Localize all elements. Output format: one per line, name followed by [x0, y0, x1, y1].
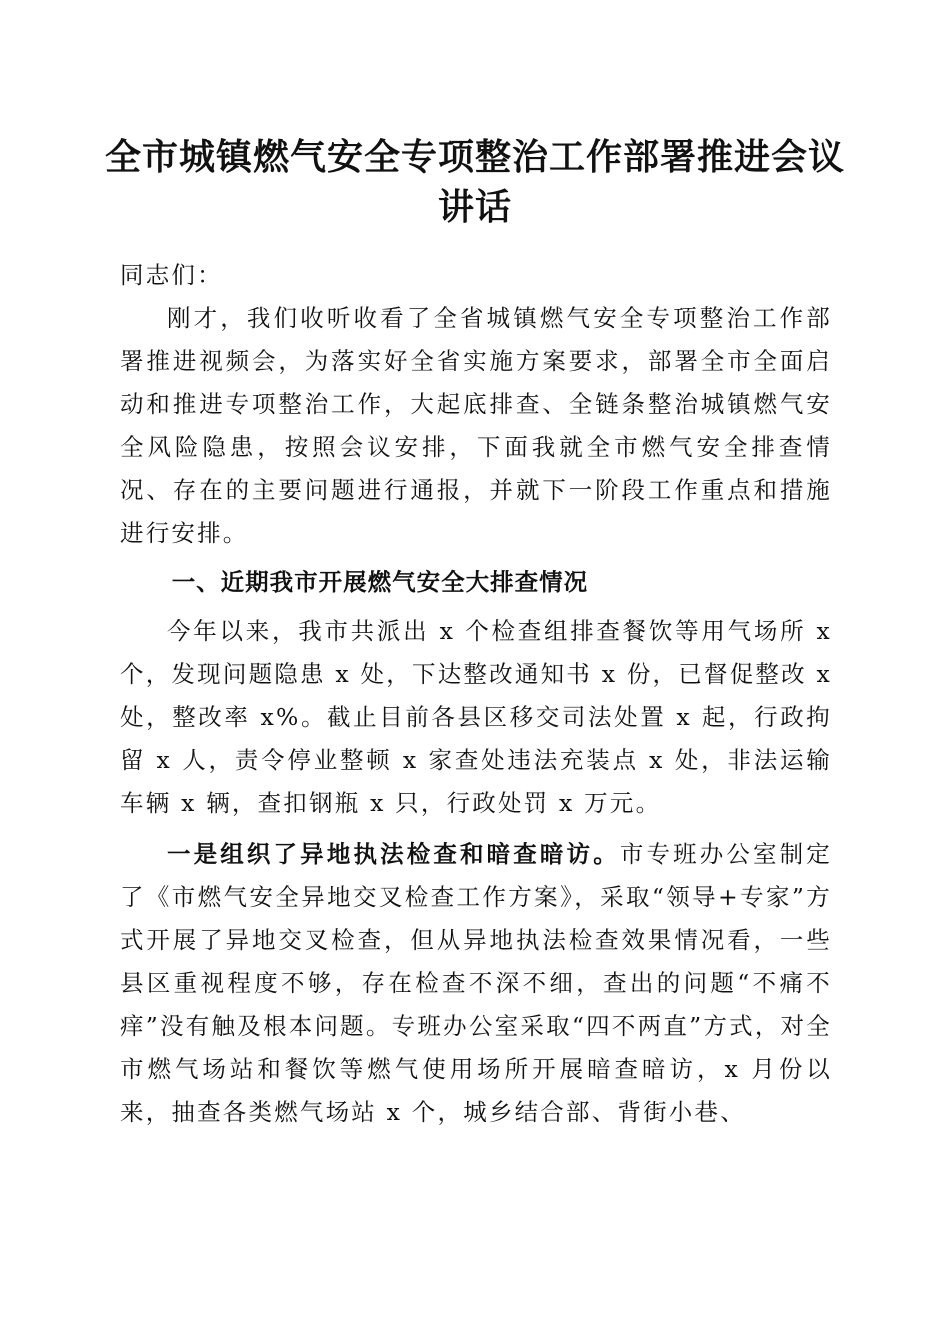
document-title	[100, 132, 850, 232]
paragraph-statistics: 今年以来，我市共派出 x 个检查组排查餐饮等用气场所 x 个，发现问题隐患 x 处，下达整改通知书 x 份，已督促整改 x 处，整改率 x%。截止目前各县区移交司法处置 x 起，行政拘留 x 人，责令停业整顿 x 家查处违法充装点 x 处，非法运输车辆 x 辆，查扣钢瓶 x 只，行政处罚 x 万元。	[120, 617, 832, 817]
paragraph-body-text: 市专班办公室制定了《市燃气安全异地交叉检查工作方案》，采取“领导+专家”方式开展了异地交叉检查，但从异地执法检查效果情况看，一些县区重视程度不够，存在检查不深不细，查出的问题“不痛不痒”没有触及根本问题。专班办公室采取“四不两直”方式，对全市燃气场站和餐饮等燃气使用场所开展暗查暗访，x 月份以来，抽查各类燃气场站 x 个，城乡结合部、背街小巷、	[120, 840, 832, 1126]
document-body	[120, 254, 832, 1134]
title-line-1: 全市城镇燃气安全专项整治工作部署推进会议	[104, 136, 845, 178]
paragraph-lead-text: 一是组织了异地执法检查和暗查暗访。	[167, 840, 620, 868]
paragraph-intro: 刚才，我们收听收看了全省城镇燃气安全专项整治工作部署推进视频会，为落实好全省实施方案要求，部署全市全面启动和推进专项整治工作，大起底排查、全链条整治城镇燃气安全风险隐患，按照会议安排，下面我就全市燃气安全排查情况、存在的主要问题进行通报，并就下一阶段工作重点和措施进行安排。	[120, 304, 832, 547]
salutation: 同志们：	[120, 261, 223, 289]
section-heading-1: 一、近期我市开展燃气安全大排查情况	[171, 568, 589, 596]
paragraph-inspection	[120, 833, 832, 1134]
title-line-2: 讲话	[437, 186, 512, 228]
